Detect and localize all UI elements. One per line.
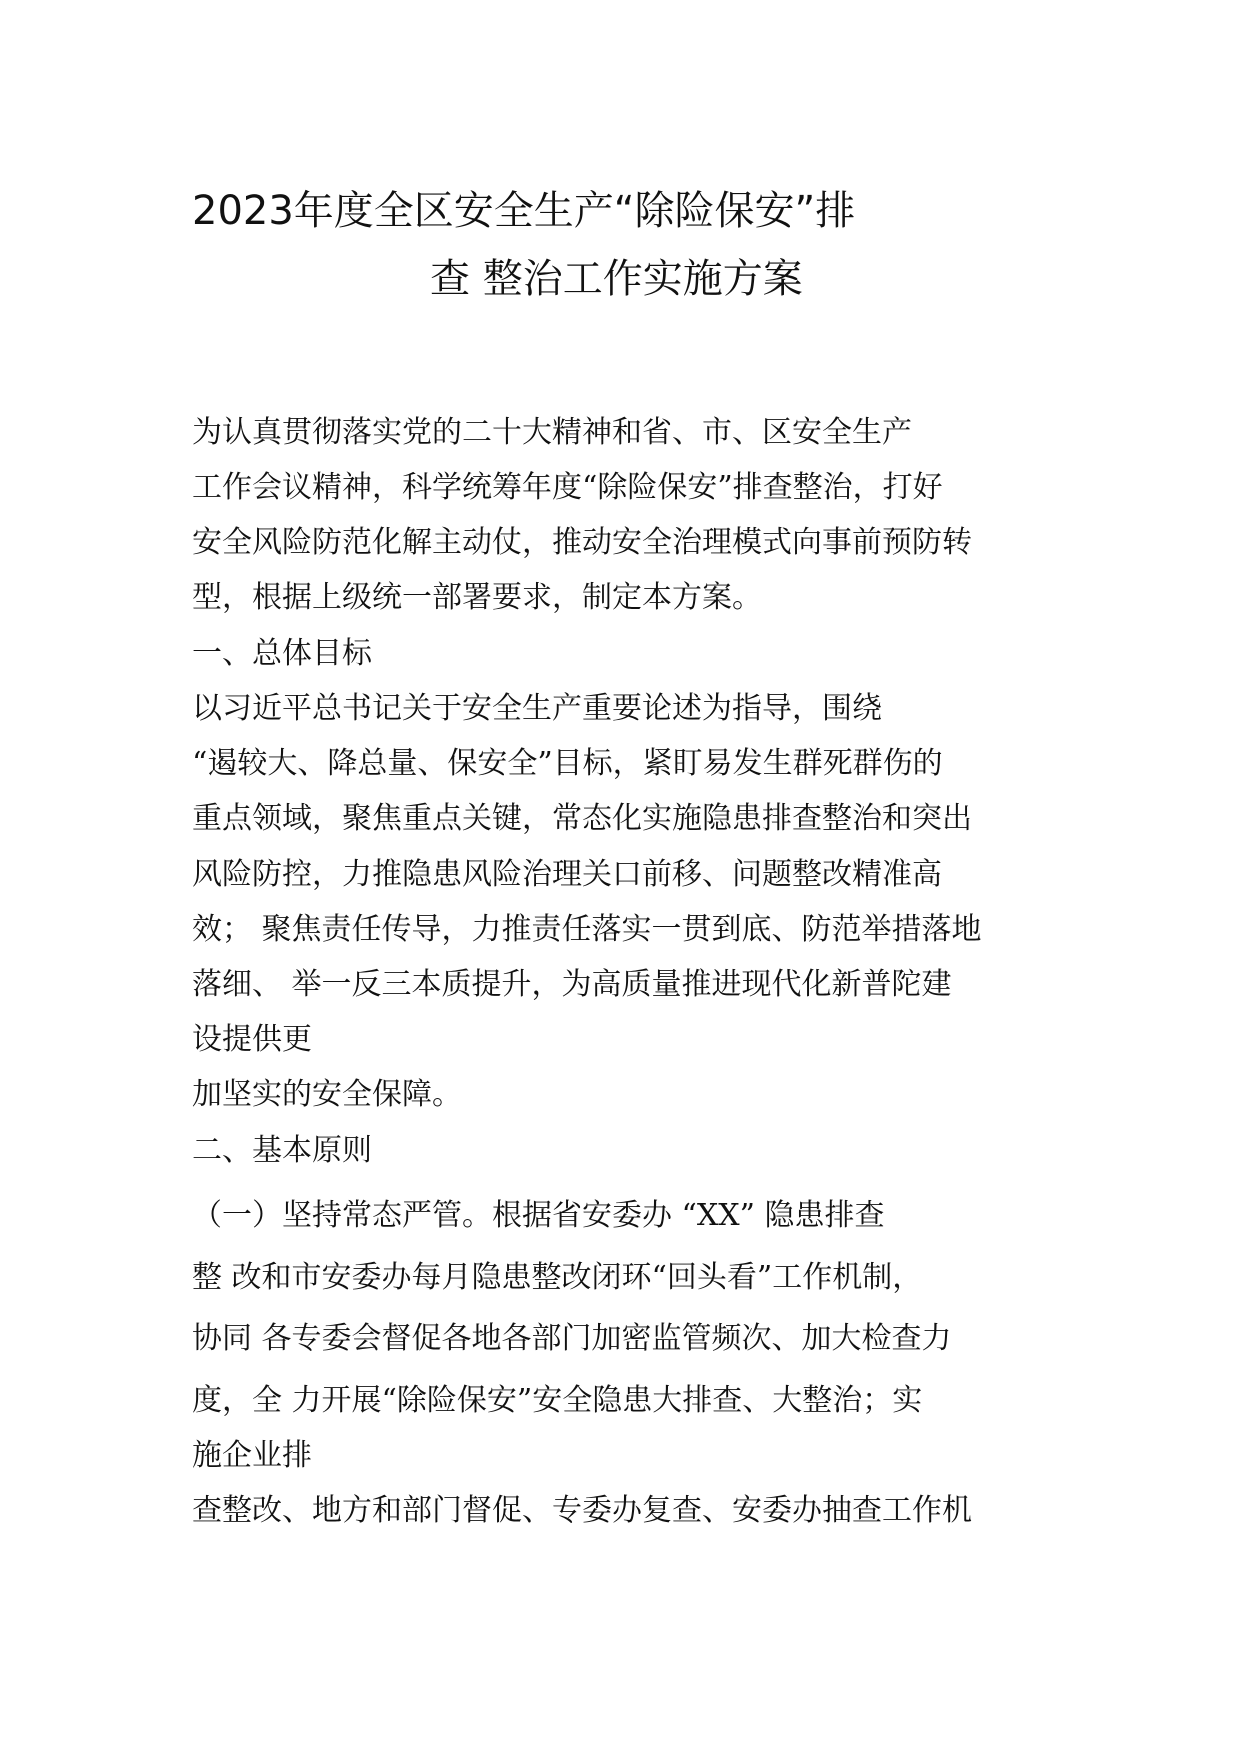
body-line-17: 协同 各专委会督促各地各部门加密监管频次、加大检查力	[192, 1321, 952, 1356]
body-line-13: 加坚实的安全保障。	[192, 1077, 462, 1112]
body-line-15: （一）坚持常态严管。根据省安委办 “XX” 隐患排查	[192, 1198, 885, 1233]
body-line-20: 查整改、地方和部门督促、专委办复查、安委办抽查工作机	[192, 1493, 972, 1528]
body-line-8: 重点领域，聚焦重点关键，常态化实施隐患排查整治和突出	[192, 801, 972, 836]
body-line-3: 安全风险防范化解主动仗，推动安全治理模式向事前预防转	[192, 525, 972, 560]
section-heading-2: 二、基本原则	[192, 1133, 372, 1168]
body-line-12: 设提供更	[192, 1022, 312, 1057]
body-line-4: 型，根据上级统一部署要求，制定本方案。	[192, 580, 762, 615]
body-line-18: 度，全 力开展“除险保安”安全隐患大排查、大整治；实	[192, 1383, 923, 1418]
body-line-19: 施企业排	[192, 1438, 312, 1473]
body-line-7: “遏较大、降总量、保安全”目标，紧盯易发生群死群伤的	[192, 746, 943, 781]
document-title-line-1: 2023年度全区安全生产“除险保安”排	[192, 188, 856, 234]
body-line-2: 工作会议精神，科学统筹年度“除险保安”排查整治，打好	[192, 470, 943, 505]
body-line-11: 落细、 举一反三本质提升，为高质量推进现代化新普陀建	[192, 967, 952, 1002]
body-line-10: 效； 聚焦责任传导，力推责任落实一贯到底、防范举措落地	[192, 912, 982, 947]
section-heading-1: 一、总体目标	[192, 636, 372, 671]
body-line-6: 以习近平总书记关于安全生产重要论述为指导，围绕	[192, 691, 882, 726]
body-line-1: 为认真贯彻落实党的二十大精神和省、市、区安全生产	[192, 415, 912, 450]
body-line-9: 风险防控，力推隐患风险治理关口前移、问题整改精准高	[192, 857, 942, 892]
body-line-16: 整 改和市安委办每月隐患整改闭环“回头看”工作机制，	[192, 1260, 923, 1295]
document-title-line-2: 查 整治工作实施方案	[430, 256, 803, 302]
